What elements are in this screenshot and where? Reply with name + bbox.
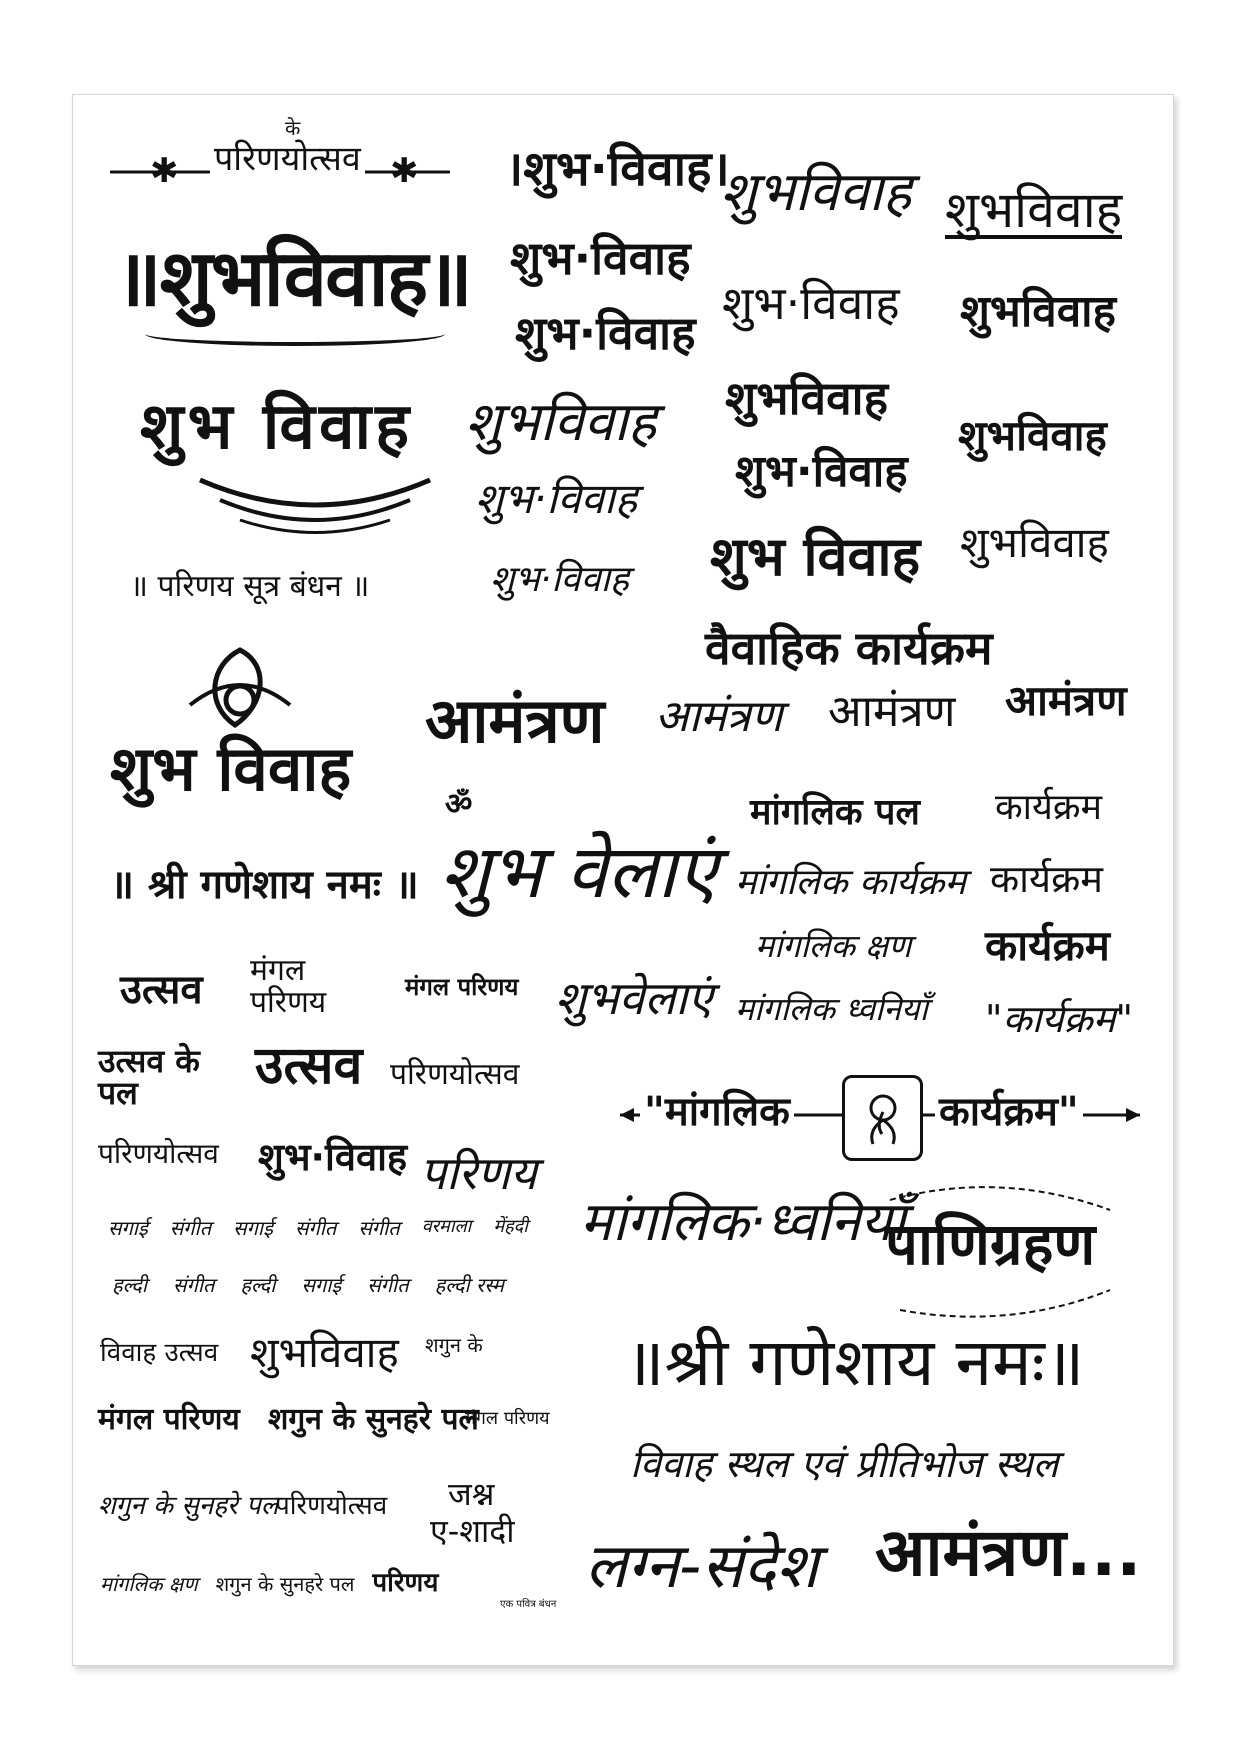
calligraphy-parinay-sub: एक पवित्र बंधन	[500, 1599, 557, 1610]
calligraphy-manglik-dhvaniyaan-2: मांगलिक·ध्वनियाँ	[580, 1190, 906, 1253]
svg-text:✱: ✱	[150, 151, 179, 191]
calligraphy-shubh-vivah-15: शुभविवाह	[960, 518, 1109, 567]
calligraphy-mangal-parinay-2: मंगल परिणय	[405, 973, 519, 1001]
calligraphy-manglik-kshan: मांगलिक क्षण	[755, 927, 912, 965]
small-phrase: संगीत	[358, 1216, 400, 1240]
calligraphy-shubh-velaye: शुभ वेलाएं	[440, 829, 718, 915]
calligraphy-utsav-ke-pal: उत्सव के पल	[98, 1042, 200, 1112]
calligraphy-manglik-dhvaniyaan: मांगलिक ध्वनियाँ	[735, 990, 928, 1028]
calligraphy-karyakram-1: कार्यक्रम	[995, 787, 1103, 828]
calligraphy-shagun-3: शगुन के सुनहरे पल	[98, 1491, 279, 1521]
calligraphy-shagun-4: शगुन के सुनहरे पल	[215, 1572, 355, 1596]
om-icon: ॐ	[445, 787, 473, 822]
swirl-decoration	[200, 470, 430, 540]
calligraphy-shubh-velaye-2: शुभवेलाएं	[555, 971, 713, 1025]
calligraphy-aamantran-5: आमंत्रण...	[875, 1514, 1142, 1591]
calligraphy-aamantran-4: आमंत्रण	[1005, 676, 1127, 725]
calligraphy-parinay-sutra: ॥ परिणय सूत्र बंधन ॥	[130, 569, 370, 604]
calligraphy-manglik-kshan-2: मांगलिक क्षण	[100, 1572, 198, 1596]
small-phrase: मेंहदी	[493, 1216, 528, 1237]
calligraphy-shubh-vivah-large: ॥शुभविवाह॥	[115, 234, 471, 324]
calligraphy-shubh-vivah-12: शुभविवाह	[945, 181, 1123, 239]
calligraphy-karyakram-4: "कार्यक्रम"	[985, 997, 1133, 1041]
small-phrase-row-2	[112, 1275, 504, 1295]
ganesh-icon	[858, 1090, 908, 1146]
calligraphy-parinayotsav-2: परिणयोत्सव	[390, 1057, 520, 1092]
small-phrase: वरमाला	[421, 1216, 472, 1237]
calligraphy-shubh-vivah-1: ।शुभ·विवाह।	[505, 141, 730, 197]
calligraphy-shubh-vivah-16: शुभ·विवाह	[258, 1135, 408, 1179]
small-phrase: संगीत	[173, 1273, 215, 1297]
bottom-left-row	[100, 1570, 438, 1596]
calligraphy-shri-ganeshay-namah-2: ॥श्री गणेशाय नमः॥	[625, 1324, 1085, 1401]
calligraphy-shubh-vivah-11: शुभ विवाह	[710, 525, 921, 588]
calligraphy-e-shadi: ए-शादी	[430, 1512, 515, 1550]
small-phrase: हल्दी रस्म	[434, 1273, 504, 1297]
calligraphy-shubh-vivah-2: शुभ·विवाह	[510, 231, 691, 285]
calligraphy-parinayotsav-4: परिणयोत्सव	[275, 1491, 388, 1521]
calligraphy-parinay-2: परिणय	[372, 1568, 439, 1598]
ganesh-frame-icon	[842, 1075, 923, 1161]
calligraphy-shubh-vivah-3: शुभ·विवाह	[515, 306, 696, 360]
calligraphy-shubh-vivah-ganesh: शुभ विवाह	[110, 732, 352, 805]
calligraphy-karyakram: कार्यक्रम"	[935, 1092, 1083, 1132]
small-phrase: संगीत	[294, 1216, 337, 1240]
calligraphy-shubh-vivah-8: शुभ·विवाह	[722, 276, 900, 330]
calligraphy-manglik-karyakram: मांगलिक कार्यक्रम	[735, 862, 966, 903]
calligraphy-shubh-vivah-9: शुभविवाह	[725, 371, 889, 425]
calligraphy-shubh-vivah-6: शुभ·विवाह	[490, 559, 630, 600]
calligraphy-vivah-utsav: विवाह उत्सव	[100, 1338, 219, 1368]
calligraphy-mangal-parinay: मंगल परिणय	[250, 953, 327, 1020]
swash-decoration	[145, 322, 445, 346]
calligraphy-shubh-vivah-4: शुभविवाह	[465, 390, 657, 453]
calligraphy-parinayotsav-3: परिणयोत्सव	[98, 1137, 219, 1170]
small-phrase-row-1	[108, 1218, 528, 1238]
calligraphy-shagun-small: शगुन के	[425, 1333, 483, 1357]
small-phrase: संगीत	[169, 1216, 212, 1240]
calligraphy-aamantran-2: आमंत्रण	[655, 691, 783, 742]
calligraphy-utsav: उत्सव	[120, 967, 203, 1013]
calligraphy-vaivahik-karyakram: वैवाहिक कार्यक्रम	[705, 621, 993, 675]
small-phrase: हल्दी	[240, 1273, 276, 1297]
calligraphy-shagun-ke-sunehre: शगुन के सुनहरे पल	[268, 1402, 479, 1437]
calligraphy-utsav-2: उत्सव	[255, 1036, 363, 1096]
calligraphy-parinay: परिणय	[420, 1146, 537, 1200]
small-phrase: हल्दी	[112, 1273, 148, 1297]
calligraphy-vivah-sthal: विवाह स्थल एवं प्रीतिभोज स्थल	[630, 1442, 1059, 1486]
calligraphy-manglik-pal: मांगलिक पल	[750, 792, 920, 833]
small-phrase: संगीत	[367, 1273, 409, 1297]
calligraphy-ke: के	[285, 116, 301, 140]
calligraphy-shubh-vivah-13: शुभविवाह	[960, 286, 1116, 337]
calligraphy-shubh-vivah-5: शुभ·विवाह	[475, 474, 638, 523]
small-phrase: सगाई	[233, 1216, 273, 1240]
calligraphy-mal-parinay: मंगल परिणय	[98, 1402, 240, 1437]
svg-text:✱: ✱	[390, 151, 419, 191]
calligraphy-jashn: जश्न	[448, 1475, 495, 1513]
calligraphy-shubh-vivah-7: शुभविवाह	[720, 160, 912, 223]
calligraphy-parinayotsav: परिणयोत्सव	[210, 142, 365, 176]
calligraphy-shubh-vivah-17: शुभविवाह	[250, 1328, 399, 1377]
calligraphy-panigrahan: पाणिग्रहण	[885, 1210, 1096, 1278]
calligraphy-karyakram-3: कार्यक्रम	[985, 921, 1110, 970]
calligraphy-mangal-parinay-3: मंगल परिणय	[465, 1408, 550, 1429]
calligraphy-aamantran-3: आमंत्रण	[828, 686, 956, 737]
floral-wreath-icon	[880, 1180, 1120, 1320]
calligraphy-shri-ganeshay-namah: ॥ श्री गणेशाय नमः ॥	[110, 862, 419, 908]
calligraphy-aamantran-1: आमंत्रण	[425, 684, 605, 757]
calligraphy-shubh-vivah-spaced: शुभ विवाह	[140, 390, 414, 464]
small-phrase: सगाई	[108, 1216, 148, 1240]
small-phrase: सगाई	[301, 1273, 342, 1297]
calligraphy-karyakram-2: कार्यक्रम	[990, 857, 1103, 901]
calligraphy-lagn-sandesh: लग्न-संदेश	[585, 1529, 819, 1602]
calligraphy-shubh-vivah-10: शुभ·विवाह	[735, 446, 908, 497]
calligraphy-manglik: "मांगलिक	[640, 1092, 794, 1132]
calligraphy-shubh-vivah-14: शुभविवाह	[958, 411, 1107, 460]
